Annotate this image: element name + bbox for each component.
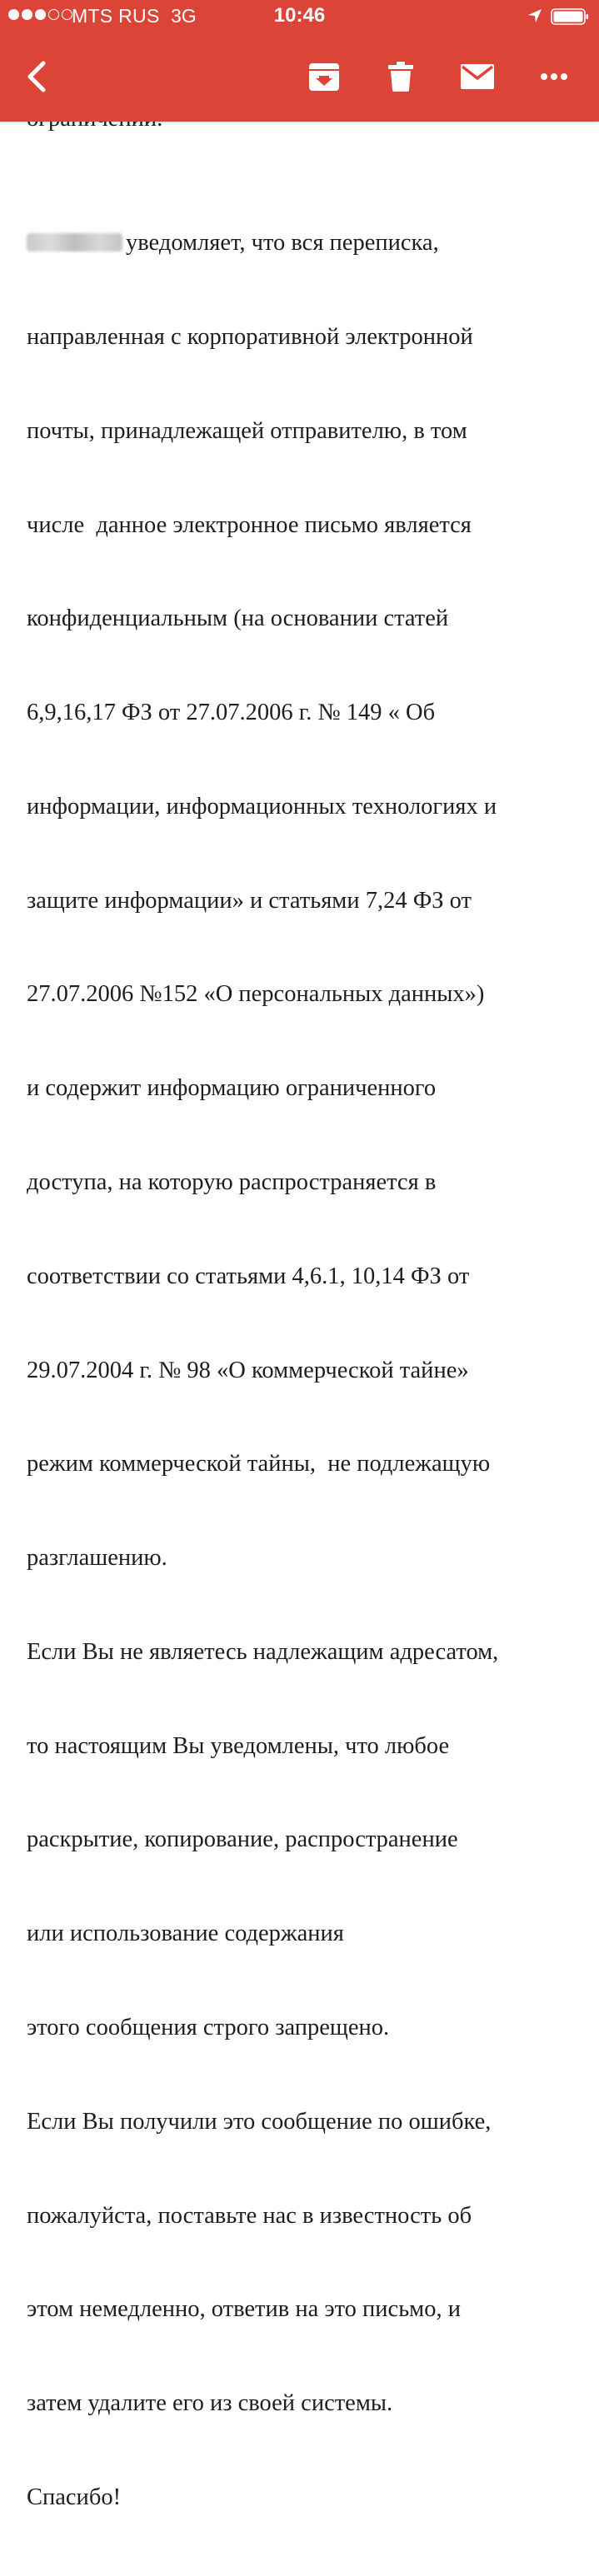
body-line: 27.07.2006 №152 «О персональных данных») [27,981,485,1008]
body-line: 6,9,16,17 ФЗ от 27.07.2006 г. № 149 « Об [27,700,436,726]
body-line: соответствии со статьями 4,6.1, 10,14 ФЗ от [27,1263,470,1289]
delete-button[interactable] [377,57,424,97]
location-arrow-icon [527,7,543,24]
body-line: конфиденциальным (на основании статей [27,605,449,632]
status-bar [0,0,599,33]
body-line: 29.07.2004 г. № 98 «О коммерческой тайне» [27,1357,469,1383]
archive-button[interactable] [301,57,347,97]
chevron-left-icon [23,60,50,93]
body-line: Если Вы получили это сообщение по ошибке, [27,2108,492,2135]
body-line: затем удалите его из своей системы. [27,2390,393,2417]
message-text [27,165,577,2576]
first-line-text: уведомляет, что вся переписка, [126,230,439,257]
body-line: информации, информационных технологиях и [27,793,497,820]
body-line: Если Вы не являетесь надлежащим адресатом, [27,1638,499,1665]
more-options-button[interactable] [531,57,577,97]
body-line: то настоящим Вы уведомлены, что любое [27,1732,450,1759]
network-type: 3G [171,5,197,27]
body-line: или использование содержания [27,1921,344,1947]
body-line: раскрытие, копирование, распространение [27,1826,458,1853]
message-body [0,122,599,2510]
body-line: направленная с корпоративной электронной [27,323,473,350]
battery-icon [551,8,589,25]
trash-icon [387,61,414,92]
body-line: этого сообщения строго запрещено. [27,2015,390,2041]
body-line: доступа, на которую распространяется в [27,1169,437,1195]
body-line: разглашению. [27,1545,167,1572]
body-line: защите информации» и статьями 7,24 ФЗ от [27,887,472,914]
message-toolbar [0,33,599,122]
redacted-sender-name [27,233,122,252]
body-line: почты, принадлежащей отправителю, в том [27,417,467,444]
body-line: этом немедленно, ответив на это письмо, и [27,2296,461,2323]
carrier-name: MTS RUS [72,5,160,27]
app-header [0,0,599,122]
mark-unread-button[interactable] [454,57,501,97]
envelope-icon [460,63,495,90]
body-line: числе данное электронное письмо является [27,511,472,538]
status-time: 10:46 [273,4,326,27]
body-line: пожалуйста, поставьте нас в известность об [27,2202,472,2229]
body-line: и содержит информацию ограниченного [27,1075,437,1102]
first-line [27,227,577,259]
more-horizontal-icon [540,72,568,81]
body-line: режим коммерческой тайны, не подлежащую [27,1451,491,1477]
archive-icon [308,62,340,92]
back-button[interactable] [13,57,60,97]
body-line: Спасибо! [27,2484,122,2510]
